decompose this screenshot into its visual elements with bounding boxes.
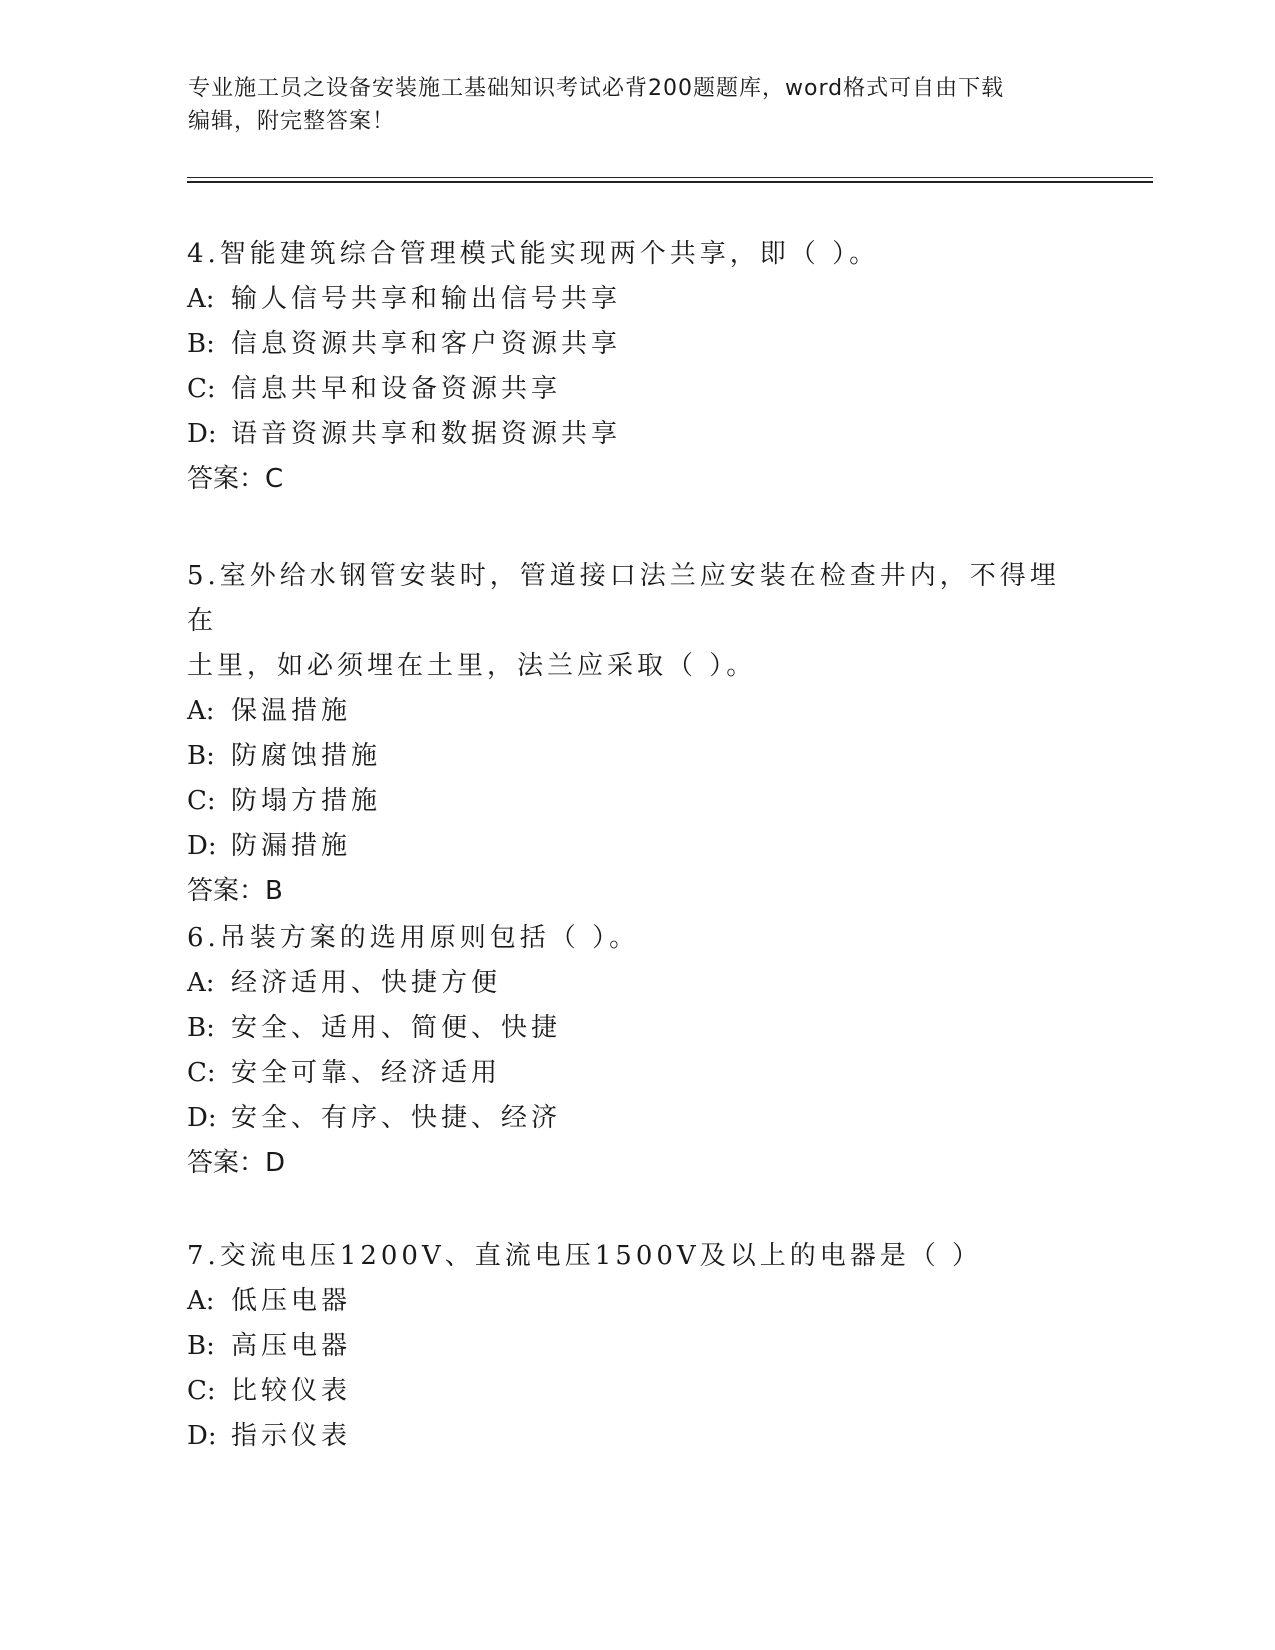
answer-text: 答案：B bbox=[187, 876, 283, 906]
option-c bbox=[187, 1369, 1087, 1414]
option-a bbox=[187, 689, 1087, 734]
option-a bbox=[187, 1279, 1087, 1324]
option-letter: C: bbox=[187, 1376, 216, 1406]
option-letter: B: bbox=[187, 1013, 215, 1043]
option-letter: B: bbox=[187, 1331, 215, 1361]
header-divider-thick bbox=[187, 181, 1153, 183]
option-text: 防漏措施 bbox=[231, 831, 352, 861]
option-text: 高压电器 bbox=[231, 1331, 352, 1361]
option-b bbox=[187, 1324, 1087, 1369]
header-divider-thin bbox=[187, 177, 1153, 178]
option-b bbox=[187, 734, 1087, 779]
option-letter: B: bbox=[187, 329, 215, 359]
option-letter: A: bbox=[187, 696, 215, 726]
option-letter: A: bbox=[187, 284, 215, 314]
option-b bbox=[187, 322, 1087, 367]
option-c bbox=[187, 779, 1087, 824]
option-letter: D: bbox=[187, 831, 217, 861]
option-text: 信息资源共享和客户资源共享 bbox=[231, 329, 622, 359]
question-4 bbox=[187, 232, 1087, 502]
option-letter: B: bbox=[187, 741, 215, 771]
option-b bbox=[187, 1006, 1087, 1051]
option-text: 比较仪表 bbox=[231, 1376, 352, 1406]
header-line-2: 编辑，附完整答案！ bbox=[188, 109, 396, 134]
option-c bbox=[187, 367, 1087, 412]
option-d bbox=[187, 1096, 1087, 1141]
option-letter: A: bbox=[187, 968, 215, 998]
option-letter: C: bbox=[187, 1058, 216, 1088]
question-6 bbox=[187, 916, 1087, 1186]
option-c bbox=[187, 1051, 1087, 1096]
question-text: 6.吊装方案的选用原则包括（ ）。 bbox=[187, 923, 640, 953]
option-text: 安全、适用、简便、快捷 bbox=[231, 1013, 562, 1043]
option-text: 防塌方措施 bbox=[231, 786, 382, 816]
option-a bbox=[187, 277, 1087, 322]
question-text: 4.智能建筑综合管理模式能实现两个共享，即（ ）。 bbox=[187, 239, 880, 269]
document-header bbox=[188, 72, 1088, 138]
header-line-1: 专业施工员之设备安装施工基础知识考试必背200题题库，word格式可自由下载 bbox=[188, 76, 1005, 101]
answer-text: 答案：D bbox=[187, 1148, 286, 1178]
option-text: 安全可靠、经济适用 bbox=[231, 1058, 502, 1088]
question-text-line-1: 5.室外给水钢管安装时，管道接口法兰应安装在检查井内，不得埋在 bbox=[187, 561, 1060, 636]
option-text: 低压电器 bbox=[231, 1286, 352, 1316]
option-letter: D: bbox=[187, 1103, 217, 1133]
option-d bbox=[187, 824, 1087, 869]
option-text: 语音资源共享和数据资源共享 bbox=[231, 419, 622, 449]
question-5 bbox=[187, 554, 1087, 914]
question-text-line-2: 土里，如必须埋在土里，法兰应采取（ ）。 bbox=[187, 651, 757, 681]
option-text: 安全、有序、快捷、经济 bbox=[231, 1103, 562, 1133]
question-7 bbox=[187, 1234, 1087, 1459]
option-letter: D: bbox=[187, 419, 217, 449]
option-letter: D: bbox=[187, 1421, 217, 1451]
option-letter: C: bbox=[187, 786, 216, 816]
option-letter: C: bbox=[187, 374, 216, 404]
option-text: 信息共早和设备资源共享 bbox=[231, 374, 562, 404]
option-text: 防腐蚀措施 bbox=[231, 741, 382, 771]
option-text: 输人信号共享和输出信号共享 bbox=[231, 284, 622, 314]
option-d bbox=[187, 1414, 1087, 1459]
option-letter: A: bbox=[187, 1286, 215, 1316]
option-d bbox=[187, 412, 1087, 457]
question-text: 7.交流电压1200V、直流电压1500V及以上的电器是（ ） bbox=[187, 1241, 982, 1271]
answer-text: 答案：C bbox=[187, 464, 284, 494]
option-text: 保温措施 bbox=[231, 696, 352, 726]
option-text: 指示仪表 bbox=[231, 1421, 352, 1451]
option-a bbox=[187, 961, 1087, 1006]
option-text: 经济适用、快捷方便 bbox=[231, 968, 502, 998]
